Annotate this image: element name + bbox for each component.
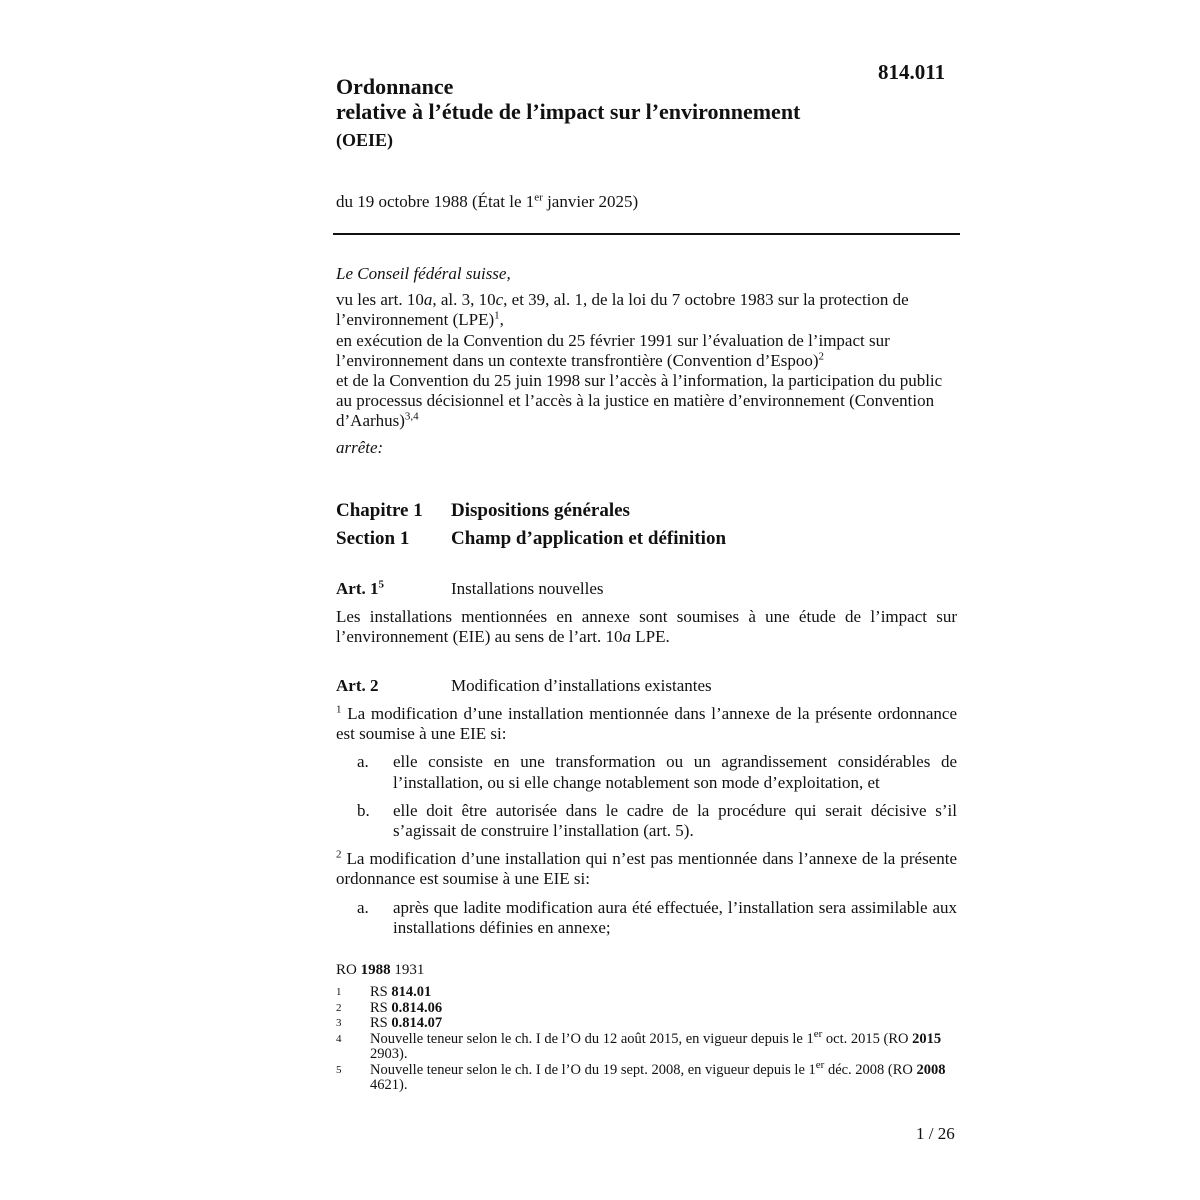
preamble [336, 264, 960, 458]
footnote: 3 RS 0.814.07 [336, 1015, 443, 1031]
section-heading [336, 528, 726, 550]
section-title: Champ d’application et définition [451, 528, 727, 549]
ro-reference: RO 1988 1931 [336, 962, 425, 978]
art1-label: Art. $1^5$ [336, 578, 384, 598]
preamble-arrete: arrête: [336, 437, 384, 457]
art1-title: Installations nouvelles [451, 579, 604, 598]
footnote: 4 Nouvelle teneur selon le ch. I de l’O du 12 août 2015, en vigueur depuis le 1er oct. 2015 (RO 2015 2903). [336, 1027, 942, 1062]
document-title [336, 74, 800, 124]
footnote-ref[interactable]: 2 [818, 350, 824, 363]
title-line-1: Ordonnance [336, 74, 454, 99]
footnote: 1 RS 814.01 [336, 984, 432, 1000]
list-item: a. après que ladite modification aura été effectuée, l’installation sera assimilable aux installations définies en annexe; [357, 897, 957, 937]
art2-body [336, 704, 957, 938]
art1-heading [336, 579, 604, 599]
page-number: 1 / 26 [916, 1124, 955, 1143]
title-line-2: relative à l’étude de l’impact sur l’environnement [336, 99, 801, 124]
preamble-aarhus: et de la Convention du 25 juin 1998 sur l’accès à l’information, la participation du public au processus décisionnel et l’accès à la justice en matière d’environnement (Convention d’Aarhus)$^{3,4}$ [336, 371, 943, 431]
chapter-title: Dispositions générales [451, 500, 630, 521]
art2-paragraph-2: $^2$ La modification d’une installation qui n’est pas mentionnée dans l’annexe de la présente ordonnance est soumise à une EIE si: [336, 848, 957, 889]
art2-label: Art. 2 [336, 676, 379, 695]
chapter-label: Chapitre 1 [336, 500, 423, 521]
list-item: a. elle consiste en une transformation ou un agrandissement considérables de l’installation, ou si elle change notablement son mode d’exploitation, et [357, 752, 957, 792]
title-divider [333, 233, 960, 235]
title-abbreviation: (OEIE) [336, 130, 394, 150]
sr-number: 814.011 [878, 60, 946, 84]
preamble-espoo: en exécution de la Convention du 25 février 1991 sur l’évaluation de l’impact sur l’environnement dans un contexte transfrontière (Convention d’Espoo)$^2$ [336, 330, 890, 370]
preamble-authority: Le Conseil fédéral suisse, [336, 264, 511, 283]
section-label: Section 1 [336, 528, 410, 549]
footnote-ref[interactable]: 3,4 [404, 410, 419, 423]
art1-text: Les installations mentionnées en annexe sont soumises à une étude de l’impact sur l’environnement (EIE) au sens de l’art. 10a LPE. [336, 607, 957, 647]
footnote: 5 Nouvelle teneur selon le ch. I de l’O du 19 sept. 2008, en vigueur depuis le 1er déc. 2008 (RO 2008 4621). [336, 1058, 946, 1093]
footnote-ref[interactable]: 5 [378, 578, 384, 591]
footnotes [336, 985, 946, 1094]
art2-title: Modification d’installations existantes [451, 676, 712, 695]
art2-paragraph-1: $^1$ La modification d’une installation mentionnée dans l’annexe de la présente ordonnance est soumise à une EIE si: [336, 703, 957, 744]
footnote: 2 RS 0.814.06 [336, 999, 443, 1016]
chapter-heading [336, 500, 630, 522]
document-date: du 19 octobre 1988 (État le 1er janvier 2025) [336, 191, 639, 211]
art2-heading [336, 676, 712, 696]
footnote-ref[interactable]: 1 [494, 309, 500, 322]
preamble-vu: vu les art. 10a, al. 3, 10c, et 39, al. 1, de la loi du 7 octobre 1983 sur la protection de l’environnement (LPE)$^1$, [336, 290, 909, 330]
list-item: b. elle doit être autorisée dans le cadre de la procédure qui serait décisive s’il s’agissait de construire l’installation (art. 5). [357, 800, 957, 841]
